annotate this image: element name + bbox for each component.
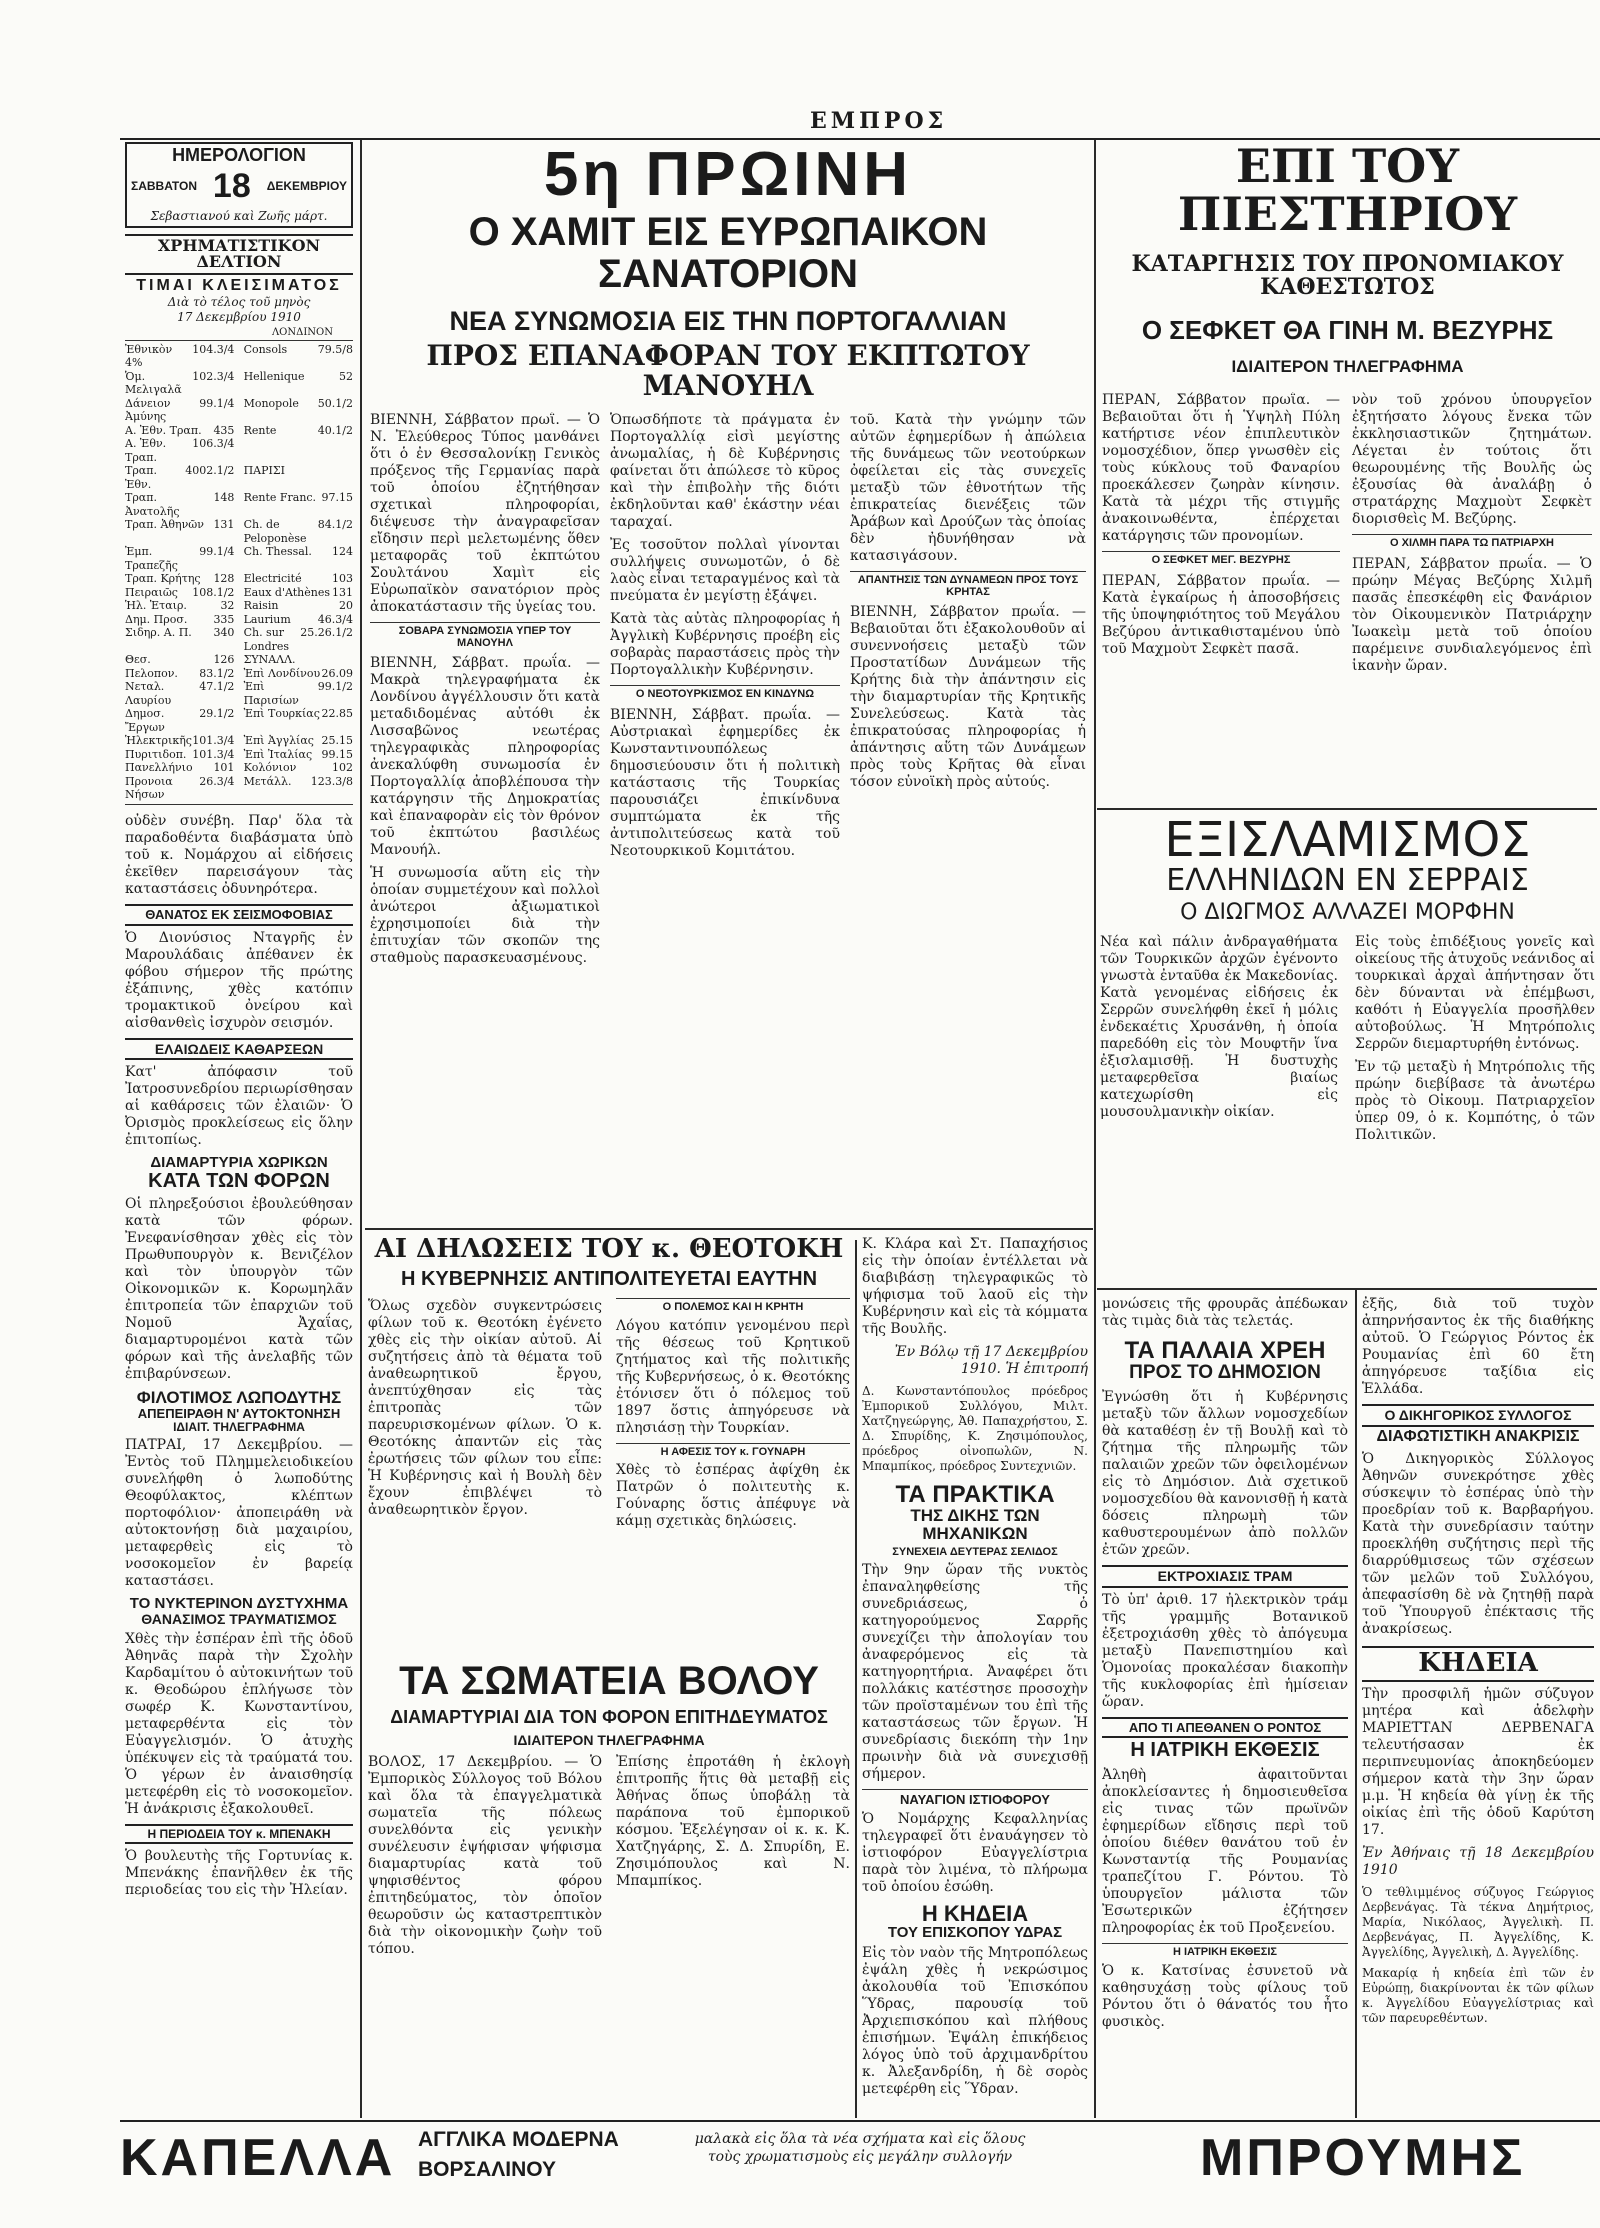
security-price: 99.1/4 <box>199 396 235 410</box>
tram-text: Τὸ ὑπ' ἀριθ. 17 ἠλεκτρικὸν τράμ τῆς γραμμῆς Βοτανικοῦ ἐξετροχιάσθη χθὲς τὸ ἀπόγευμα μεταξὺ Πανεπιστημίου καὶ Ὁμονοίας προκαλέσαν διακοπὴν τῆς κυκλοφορίας ἐπὶ ἡμίσειαν ὥραν. <box>1102 1591 1348 1710</box>
market-rate-row <box>125 397 353 424</box>
foreign-security <box>244 707 353 734</box>
foreign-security <box>244 397 353 424</box>
volos-text-1: ΒΟΛΟΣ, 17 Δεκεμβρίου. — Ὁ Ἐμπορικὸς Σύλλογος τοῦ Βόλου καὶ ὅλα τὰ ἐπαγγελματικὰ σωματεῖα τῆς πόλεως συνελθόντα εἰς γενικὴν συνέλευσιν ἐψήφισαν ψήφισμα διαμαρτυρίας κατὰ τοῦ ψηφισθέντος φόρου ἐπιτηδεύματος, τὸν ὁποῖον θεωροῦσιν ὡς καταστρεπτικὸν διὰ τὴν οἰκονομικὴν ζωὴν τοῦ τόπου. <box>368 1753 602 1957</box>
greek-security <box>125 424 234 438</box>
volos-text-2: Ἐπίσης ἐπροτάθη ἡ ἐκλογὴ ἐπιτροπῆς ἥτις θὰ μεταβῇ εἰς Ἀθήνας ὅπως ὑποβάλῃ τὰ παράπονα τοῦ ἐμπορικοῦ κόσμου. Ἐξελέγησαν οἱ κ. κ. Κ. Χατζηγάρης, Σ. Δ. Σπυρίδη, Ε. Ζησιμόπουλος καὶ Ν. Μπαμπίκος. <box>616 1753 850 1889</box>
security-name: Ch. de Peloponèse <box>243 518 307 545</box>
security-name: Θεσ. <box>125 653 151 667</box>
lead-text-2: ΒΙΕΝΝΗ, Σάββατ. πρωΐα. — Μακρὰ τηλεγραφήματα ἐκ Λονδίνου ἀγγέλλουσιν ὅτι κατὰ μεταδιδομένας αὐτόθι ἐκ Λισσαβῶνος νεωτέρας τηλεγραφικὰς πληροφορίας ἀνεκαλύφθη συνωμοσία ἐν Πορτογαλλίᾳ ἀποβλέπουσα τὴν κατάργησιν τῆς Δημοκρατίας καὶ ἐπαναφορὰν εἰς τὸν θρόνον τοῦ ἐκπτώτου βασιλέως Μανουήλ. <box>370 655 600 859</box>
foreign-security <box>244 653 353 667</box>
debts-headline: ΤΑ ΠΑΛΑΙΑ ΧΡΕΗ <box>1124 1337 1326 1364</box>
security-name: Ch. sur Londres <box>243 626 290 653</box>
thief-tag: ΙΔΙΑΙΤ. ΤΗΛΕΓΡΑΦΗΜΑ <box>173 1419 305 1434</box>
security-price: 108.1/2 <box>192 585 235 599</box>
security-price: 26.3/4 <box>199 774 235 788</box>
market-rate-row <box>125 626 353 653</box>
burial-text: Εἰς τὸν ναὸν τῆς Μητροπόλεως ἐψάλη χθὲς ἡ νεκρώσιμος ἀκολουθία τοῦ Ἐπισκόπου Ὕδρας, παρουσίᾳ τοῦ Ἀρχιεπισκόπου καὶ πλήθους ἐπισήμων. Ἐψάλη ἐπικήδειος λόγος ὑπὸ τοῦ ἀρχιμανδρίτου κ. Ἀλεξανδρίδη, ἡ δὲ σορὸς μετεφέρθη εἰς Ὕδραν. <box>862 1944 1088 2097</box>
trial-headline: ΤΑ ΠΡΑΚΤΙΚΑ <box>895 1481 1055 1508</box>
security-name: Προνοια Νήσων <box>125 774 173 802</box>
press-text-2: ΠΕΡΑΝ, Σάββατον πρωΐα. — Κατὰ ἐγκαίρως ἡ ἀποσοβήσεις τῆς ὑποψηφιότητος τοῦ Μεγάλου Βεζύρου ἀντικαθισταμένου ὑπὸ τοῦ Μαχμοὺτ Σεφκὲτ πασᾶ. <box>1102 572 1340 657</box>
security-price: 25.26.1/2 <box>300 626 353 640</box>
security-price: 4002.1/2 <box>185 464 235 478</box>
column-rule <box>1094 140 1096 2118</box>
assoc-text: Ὁ Δικηγορικὸς Σύλλογος Ἀθηνῶν συνεκρότησε χθὲς σύσκεψιν τὸ ἑσπέρας ὑπὸ τὴν προεδρίαν τοῦ κ. Βαρβαρήγου. Κατὰ τὴν συνεδρίασιν ταύτην προεκλήθη συζήτησις περὶ τῆς διαρρύθμισεως τῶν σχέσεων τῶν μελῶν τοῦ Συλλόγου, ἀπεφασίσθη δὲ νὰ ζητηθῇ παρὰ τοῦ Ὑπουργοῦ ἐπέκτασις τῆς ἀνακρίσεως. <box>1362 1451 1594 1638</box>
greek-security <box>125 545 234 572</box>
assoc-subheadline: ΔΙΑΦΩΤΙΣΤΙΚΗ ΑΝΑΚΡΙΣΙΣ <box>1376 1427 1580 1445</box>
market-rate-row <box>125 370 353 397</box>
turkey-subhead: Ο ΝΕΟΤΟΥΡΚΙΣΜΟΣ ΕΝ ΚΙΝΔΥΝΩ <box>610 685 840 701</box>
security-name: Νεταλ. Λαυρίου <box>125 680 172 707</box>
debts-subheadline: ΠΡΟΣ ΤΟ ΔΗΜΟΣΙΟΝ <box>1129 1362 1321 1384</box>
quake-text: Ὁ Διονύσιος Νταγρῆς ἐν Μαρουλάδαις ἀπέθανεν ἐκ φόβου σήμερον τῆς πρώτης ἐξάπινης, χθὲς κατόπιν τρομακτικοῦ ὀνείρου καὶ αἰσθανθεὶς ἰσχυρὸν σεισμόν. <box>125 929 353 1031</box>
security-name: Ἐμπ. Τραπεζῆς <box>125 545 178 572</box>
security-price: 99.15 <box>321 747 353 761</box>
security-name: Ἐπὶ Λονδίνου <box>243 666 321 680</box>
newspaper-title: ΕΜΠΡΟΣ <box>810 108 948 134</box>
lead-text-4: Ὁπωσδήποτε τὰ πράγματα ἐν Πορτογαλλίᾳ εἰσὶ μεγίστης ἀνωμαλίας, ἡ δὲ Κυβέρνησις φαίνεται ὅτι ἀπώλεσε τὸ κῦρος καὶ τὴν ἐπιβολὴν τῆς διότι ἐκδηλοῦνται καθ' ἑκάστην νέαι ταραχαί. <box>610 412 840 530</box>
security-price: 101.3/4 <box>192 734 235 748</box>
theotokis-col-right <box>616 1298 850 1536</box>
security-name: Rente Franc. <box>243 491 317 505</box>
market-title: ΧΡΗΜΑΤΙΣΤΙΚΟΝ ΔΕΛΤΙΟΝ <box>157 235 321 272</box>
security-name: Τραπ. Ἀθηνῶν <box>125 518 204 532</box>
ad-right-word: ΜΠΡΟΥΜΗΣ <box>1200 2129 1526 2187</box>
war-text: Λόγου κατόπιν γενομένου περὶ τῆς θέσεως τοῦ Κρητικοῦ ζητήματος καὶ τῆς πολιτικῆς τῆς Κυβερνήσεως, ὁ κ. Θεοτόκης ἐτόνισεν ὅτι ὁ πόλεμος τοῦ 1897 ὅστις ἀπηγόρευσε νὰ πλησιάσῃ τὴν Τουρκίαν. <box>616 1317 850 1436</box>
thief-subheadline: ΑΠΕΠΕΙΡΑΘΗ Ν' ΑΥΤΟΚΤΟΝΗΣΗ <box>137 1405 341 1421</box>
security-name: Πελοπον. <box>125 666 178 680</box>
security-price: 83.1/2 <box>199 666 235 680</box>
protest-subheadline: ΚΑΤΑ ΤΩΝ ΦΟΡΩΝ <box>148 1170 330 1193</box>
greek-security <box>125 667 234 681</box>
middle-right-column <box>862 1236 1088 2116</box>
security-price: 340 <box>213 626 235 640</box>
security-price: 79.5/8 <box>317 342 353 356</box>
security-name: Σιδηρ. Α. Π. <box>125 626 192 640</box>
lead-subheadline-1: ΝΕΑ ΣΥΝΩΜΟΣΙΑ ΕΙΣ ΤΗΝ ΠΟΡΤΟΓΑΛΛΙΑΝ <box>449 306 1007 337</box>
section-rule <box>365 1228 1093 1230</box>
market-rate-row <box>125 437 353 464</box>
foreign-security <box>244 734 353 748</box>
market-rate-row <box>125 491 353 518</box>
security-name: Laurium <box>243 612 291 626</box>
security-name: Ch. Thessal. <box>243 545 312 559</box>
security-name: Δημοσ. Ἔργων <box>125 707 165 734</box>
fields-text: Κατ' ἀπόφασιν τοῦ Ἰατροσυνεδρίου περιωρίσθησαν αἱ καθάρσεις τῶν ἐλαιῶν· Ὁ Ὀρισμὸς προκλείσεως εἰς ὅλην ἐπιτοπίως. <box>125 1064 353 1149</box>
security-price: 103 <box>332 572 353 586</box>
night-subheadline: ΘΑΝΑΣΙΜΟΣ ΤΡΑΥΜΑΤΙΣΜΟΣ <box>141 1610 337 1627</box>
lead-text-5: Ἐς τοσοῦτον πολλαὶ γίνονται συλλήψεις συνωμοτῶν, ὁ δὲ λαὸς εἶναι τεταραγμένος καὶ τὰ πνεύματα ἐν μεγίστῃ ἐξάψει. <box>610 537 840 604</box>
security-price: 97.15 <box>321 491 353 505</box>
greek-security <box>125 397 234 424</box>
security-name: Δημ. Προσ. <box>125 612 188 626</box>
press-text-3: νὸν τοῦ χρόνου ὑπουργεῖον ἐξητήσατο λόγους ἔνεκα τῶν ἐκκλησιαστικῶν ζητημάτων. Λέγεται ἐν τούτοις ὅτι θεωρουμένης τῆς Βουλῆς ὡς ἐξουσίας θὰ ἀναλάβῃ ὁ στρατάρχης Μαχμοὺτ Σεφκὲτ διορισθεὶς Μ. Βεζύρης. <box>1352 392 1592 527</box>
security-price: 435 <box>213 423 235 437</box>
islam-text-1: Νέα καὶ πάλιν ἀνδραγαθήματα τῶν Τουρκικῶν ἀρχῶν ἐγένοντο γνωστὰ ἐνταῦθα ἐκ Μακεδονίας. Κατὰ γενομένας εἰδήσεις ἐκ Σερρῶν συνελήφθη ἐκεῖ ἡ μόλις ἐνδεκαέτις Χρυσάνθη, ἡ ὁποία παρεδόθη εἰς τὸν Μουφτῆν ἵνα ἐξισλαμισθῇ. Ἡ δυστυχὴς μεταφερθεῖσα βιαίως κατεχωρίσθη εἰς μουσουλμανικὴν οἰκίαν. <box>1100 933 1338 1120</box>
foreign-security <box>244 680 353 707</box>
burial-headline: Η ΚΗΔΕΙΑ <box>921 1901 1029 1927</box>
greek-security <box>125 761 234 775</box>
security-price: 29.1/2 <box>199 707 235 721</box>
tram-headline: ΕΚΤΡΟΧΙΑΣΙΣ ΤΡΑΜ <box>1102 1565 1348 1588</box>
press-headline: ΕΠΙ ΤΟΥ ΠΙΕΣΤΗΡΙΟΥ <box>1177 142 1518 242</box>
lead-story-col-3 <box>850 412 1086 1222</box>
ad-middle-line-1: ΑΓΓΛΙΚΑ ΜΟΔΕΡΝΑ <box>418 2128 619 2151</box>
calendar-title: ΗΜΕΡΟΛΟΓΙΟΝ <box>172 145 306 165</box>
lead-headline: Ο ΧΑΜΙΤ ΕΙΣ ΕΥΡΩΠΑΙΚΟΝ ΣΑΝΑΤΟΡΙΟΝ <box>468 210 988 297</box>
gounaris-text: Χθὲς τὸ ἑσπέρας ἀφίχθη ἐκ Πατρῶν ὁ πολιτευτὴς κ. Γούναρης ὅστις ἀπέφυγε νὰ κάμῃ σχετικὰς δηλώσεις. <box>616 1462 850 1530</box>
foreign-security <box>244 437 353 464</box>
foreign-security <box>244 748 353 762</box>
ship-text: Ὁ Νομάρχης Κεφαλληνίας τηλεγραφεῖ ὅτι ἐναυάγησεν τὸ ἰστιοφόρον Εὐαγγελίστρια παρὰ τὸν λιμένα, τὸ πλήρωμα τοῦ ὁποίου ἐσώθη. <box>862 1811 1088 1896</box>
greek-security <box>125 586 234 600</box>
market-rate-row <box>125 761 353 775</box>
night-text: Χθὲς τὴν ἑσπέραν ἐπὶ τῆς ὁδοῦ Ἀθηνᾶς παρὰ τὴν Σχολὴν Καρδαμίτου ὁ αὐτοκινήτων τοῦ κ. Θεοδώρου ἐπλήγωσε τὸν σωφέρ Κ. Κωνσταντίνου, μεταφερθέντα εἰς τὸν Εὐαγγελισμόν. Ὁ ἀτυχὴς ὑπέκυψεν εἰς τὰ τραύματά του. Ὁ γέρων ἐν ἀναισθησίᾳ μετεφέρθη εἰς τὸ νοσοκομεῖον. Ἡ ἀνάκρισις ἐξακολουθεῖ. <box>125 1630 353 1817</box>
greek-security <box>125 370 234 397</box>
calendar-box <box>125 142 353 228</box>
security-name: Ἡλ. Ἑταιρ. <box>125 599 187 613</box>
market-rate-row <box>125 572 353 586</box>
gounaris-subhead: Η ΑΦΕΣΙΣ ΤΟΥ κ. ΓΟΥΝΑΡΗ <box>616 1443 850 1459</box>
security-name: Ὁμ. Μελιγαλᾶ <box>125 369 182 397</box>
market-rate-row <box>125 667 353 681</box>
foreign-security <box>244 613 353 627</box>
foreign-security <box>244 491 353 518</box>
security-price: 102 <box>332 761 353 775</box>
walk-headline: Η ΠΕΡΙΟΔΕΙΑ ΤΟΥ κ. ΜΠΕΝΑΚΗ <box>125 1824 353 1845</box>
security-name: Πειραιῶς <box>125 585 178 599</box>
security-name: Ἐπὶ Ἰταλίας <box>243 747 313 761</box>
greek-security <box>125 491 234 518</box>
calendar-weekday: ΣΑΒΒΑΤΟΝ <box>131 179 197 194</box>
volos-subheadline: ΔΙΑΜΑΡΤΥΡΙΑΙ ΔΙΑ ΤΟΝ ΦΟΡΟΝ ΕΠΙΤΗΔΕΥΜΑΤΟΣ <box>390 1707 828 1727</box>
burial-subheadline: ΤΟΥ ΕΠΙΣΚΟΠΟΥ ΥΔΡΑΣ <box>887 1924 1063 1942</box>
lead-story-col-2 <box>610 412 840 1222</box>
security-price: 20 <box>339 599 353 613</box>
press-col-left <box>1102 392 1340 802</box>
market-note: Διὰ τὸ τέλος τοῦ μηνὸς <box>167 294 311 309</box>
market-rate-row <box>125 653 353 667</box>
foreign-security <box>244 464 353 491</box>
lead-kicker: 5η ΠΡΩΙΝΗ <box>543 142 913 209</box>
security-name: Ἐπὶ Ἀγγλίας <box>243 734 314 748</box>
market-date: 17 Δεκεμβρίου 1910 <box>177 309 301 324</box>
security-price: 102.3/4 <box>192 369 235 383</box>
foreign-security <box>244 761 353 775</box>
night-headline: ΤΟ ΝΥΚΤΕΡΙΝΟΝ ΔΥΣΤΥΧΗΜΑ <box>129 1595 349 1613</box>
left-column <box>125 142 353 2114</box>
foreign-security <box>244 572 353 586</box>
lead-text-7: ΒΙΕΝΝΗ, Σάββατ. πρωΐα. — Αὐστριακαὶ ἐφημερίδες ἐκ Κωνσταντινουπόλεως δημοσιεύουσιν ὅτι ἡ πολιτικὴ κατάστασις τῆς Τουρκίας παρουσιάζει ἐπικίνδυνα συμπτώματα ἐκ τῆς ἀντιπολιτεύσεως κατὰ τοῦ Νεοτουρκικοῦ Κομιτάτου. <box>610 706 840 859</box>
market-rate-row <box>125 518 353 545</box>
security-name: Rente <box>243 423 277 437</box>
debts-text: Ἐγνώσθη ὅτι ἡ Κυβέρνησις μεταξὺ τῶν ἄλλων νομοσχεδίων θὰ καταθέσῃ ἐν τῇ Βουλῇ καὶ τὸ ζήτημα τῆς πληρωμῆς τῶν παλαιῶν χρεῶν τῶν ὀφειλομένων εἰς τὸ Δημόσιον. Διὰ σχετικοῦ νομοσχεδίου θὰ κανονισθῇ ἡ κατὰ δόσεις πληρωμὴ τῶν καθυστερουμένων ἀπὸ πολλῶν ἐτῶν χρεῶν. <box>1102 1389 1348 1559</box>
security-price: 25.15 <box>321 734 353 748</box>
fields-headline: ΕΛΑΙΩΔΕΙΣ ΚΑΘΑΡΣΕΩΝ <box>125 1038 353 1061</box>
section-rule <box>1097 1288 1597 1290</box>
islam-subheadline-2: Ο ΔΙΩΓΜΟΣ ΑΛΛΑΖΕΙ ΜΟΡΦΗΝ <box>1180 899 1515 925</box>
lead-text-1: ΒΙΕΝΝΗ, Σάββατον πρωΐ. — Ὁ Ν. Ἐλεύθερος Τύπος μανθάνει ὅτι ὁ ἐν Θεσσαλονίκῃ Γενικὸς πρόξενος τῆς Γερμανίας παρὰ τοῦ ὁποίου ἐζητήθησαν σχετικαὶ πληροφορίαι, διέψευσε τὴν ἀναγραφεῖσαν εἴδησιν περὶ μελετωμένης ὅθεν μεταφορᾶς τοῦ ἐκπτώτου Σουλτάνου Χαμὶτ εἰς Εὐρωπαϊκὸν σανατόριον πρὸς ἀποκατάστασιν τῆς ὑγείας του. <box>370 412 600 615</box>
ad-left-word: ΚΑΠΕΛΛΑ <box>120 2129 396 2187</box>
islam-headline: ΕΞΙΣΛΑΜΙΣΜΟΣ <box>1164 815 1531 868</box>
greek-security <box>125 775 234 802</box>
greek-security <box>125 613 234 627</box>
security-price: 123.3/8 <box>310 774 353 788</box>
security-name: Raisin <box>243 599 279 613</box>
islam-story <box>1100 815 1595 1285</box>
greek-security <box>125 653 234 667</box>
greek-security <box>125 437 234 464</box>
security-price: 84.1/2 <box>317 518 353 532</box>
islam-text-2: Εἰς τοὺς ἐπιδέξιους γονεῖς καὶ οἰκείους τῆς ἀτυχοῦς νεάνιδος αἱ τουρκικαὶ ἀρχαὶ ἀπήντησαν ὅτι δὲν δύνανται νὰ ἐπέμβωσι, καθότι ἡ Εὐαγγελία προσῆλθεν αὐτοβούλως. Ἡ Μητρόπολις Σερρῶν διεμαρτυρήθη ἐντόνως. <box>1355 933 1595 1052</box>
lead-text-8: τοῦ. Κατὰ τὴν γνώμην τῶν αὐτῶν ἐφημερίδων ἡ ἀπώλεια τῆς δυνάμεως τῶν νεοτούρκων ὀφείλεται εἰς τὰς συνεχεῖς μεταξὺ τῶν ἐθνοτήτων τῆς ἐπικρατείας διενέξεις τῶν Ἀράβων καὶ Δρούζων τὰς ὁποίας δὲν ἠδυνήθησαν νὰ κατασιγάσουν. <box>850 412 1086 564</box>
lead-story-col-1 <box>370 412 600 1222</box>
security-price: 126 <box>213 653 235 667</box>
market-rate-row <box>125 343 353 370</box>
col5-tail-text: ἐξῆς, διὰ τοῦ τυχὸν ἀπηρνήσαντος ἐκ τῆς διαθήκης αὐτοῦ. Ὁ Γεώργιος Ρόντος ἐκ Ρουμανίας ἐπὶ 60 ἔτη ἀπηγόρευσε ταξίδια εἰς Ἑλλάδα. <box>1362 1296 1594 1397</box>
security-name: ΠΑΡΙΣΙ <box>243 464 285 478</box>
security-price: 32 <box>220 599 235 613</box>
foreign-security <box>244 586 353 600</box>
rontos-headline: ΑΠΟ ΤΙ ΑΠΕΘΑΝΕΝ Ο ΡΟΝΤΟΣ <box>1102 1717 1348 1739</box>
security-price: 131 <box>332 585 353 599</box>
sefket-subhead: Ο ΣΕΦΚΕΤ ΜΕΓ. ΒΕΖΥΡΗΣ <box>1102 551 1340 567</box>
security-name: Ἐθνικὸν 4% <box>125 342 173 370</box>
column-rule <box>1355 1290 1357 2118</box>
security-name: Ἐπὶ Τουρκίας <box>243 707 320 721</box>
foreign-security <box>244 667 353 681</box>
column-rule <box>360 140 362 2118</box>
security-price: 148 <box>213 491 235 505</box>
security-price: 52 <box>339 369 353 383</box>
security-price: 104.3/4 <box>192 342 235 356</box>
theotokis-story <box>368 1236 850 1646</box>
volos-continued: Κ. Κλάρα καὶ Στ. Παπαχήσιος εἰς τὴν ὁποίαν ἐντέλλεται νὰ διαβιβάσῃ τηλεγραφικῶς τὸ ψήφισμα τοῦ λαοῦ εἰς τὴν Κυβέρνησιν καὶ εἰς τὰ κόμματα τῆς Βουλῆς. <box>862 1236 1088 1337</box>
security-price: 124 <box>332 545 353 559</box>
lead-story-header <box>368 142 1088 412</box>
funeral-note: Μακαρίᾳ ἡ κηδεία ἐπὶ τῶν ἐν Εὐρώπῃ, διακρίνονται ἐκ τῶν φίλων κ. Ἀγγελίδου Εὐαγγελίστριας καὶ τῶν παρευρεθέντων. <box>1362 1965 1594 2025</box>
calendar-date <box>131 165 347 209</box>
security-price: 101 <box>213 761 235 775</box>
security-price: 99.1/2 <box>317 680 353 694</box>
security-name: Electricité <box>243 572 302 586</box>
security-price: 40.1/2 <box>317 423 353 437</box>
crete-subhead: ΑΠΑΝΤΗΣΙΣ ΤΩΝ ΔΥΝΑΜΕΩΝ ΠΡΟΣ ΤΟΥΣ ΚΡΗΤΑΣ <box>850 571 1086 598</box>
rontos-text: Ἀληθὴ ἀφαιτοῦνται ἀποκλείσαντες ἡ δημοσιευθεῖσα εἰς τινας τῶν πρωϊνῶν ἐφημερίδων εἴδησις περὶ τοῦ ὁποίου διέθεν θανάτου τοῦ ἐν Κωνσταντίᾳ τῆς Ρουμανίας τραπεζίτου Γ. Ρόντου. Τὸ ὑπουργεῖον μάλιστα τῶν Ἐσωτερικῶν ἐζήτησεν πληροφορίας ἐκ τοῦ Προξενείου. <box>1102 1767 1348 1937</box>
greek-security <box>125 518 234 545</box>
hilmi-subhead: Ο ΧΙΛΜΗ ΠΑΡΑ ΤΩ ΠΑΤΡΙΑΡΧΗ <box>1352 534 1592 550</box>
foreign-security <box>244 424 353 438</box>
security-price: 335 <box>213 612 235 626</box>
thief-headline: ΦΙΛΟΤΙΜΟΣ ΛΩΠΟΔΥΤΗΣ <box>136 1388 342 1408</box>
ad-center-text: μαλακὰ εἰς ὅλα τὰ νέα σχήματα καὶ εἰς ὅλους τοὺς χρωματισμοὺς εἰς μεγάλην συλλογήν <box>694 2131 1026 2165</box>
volos-story <box>368 1660 850 2115</box>
exam-tag: Η ΙΑΤΡΙΚΗ ΕΚΘΕΣΙΣ <box>1102 1943 1348 1959</box>
security-name: ΣΥΝΑΛΛ. <box>243 653 296 667</box>
section-rule <box>1097 808 1597 810</box>
security-name: Πανελλήνιο <box>125 761 193 775</box>
foreign-security <box>244 545 353 572</box>
press-story-header <box>1100 142 1595 392</box>
market-rate-row <box>125 748 353 762</box>
foreign-security <box>244 343 353 370</box>
security-price: 99.1/4 <box>199 545 235 559</box>
market-rates-table <box>125 340 353 805</box>
right-lower-column-1 <box>1102 1296 1348 2116</box>
exam-text: Ὁ κ. Κατσίνας ἐσυνετοῦ νὰ καθησυχάσῃ τοὺς φίλους τοῦ Ρόντου ὅτι ὁ θάνατός του ἦτο φυσικὸς. <box>1102 1963 1348 2030</box>
volos-tag: ΙΔΙΑΙΤΕΡΟΝ ΤΗΛΕΓΡΑΦΗΜΑ <box>513 1731 705 1748</box>
war-subhead: Ο ΠΟΛΕΜΟΣ ΚΑΙ Η ΚΡΗΤΗ <box>616 1298 850 1314</box>
foreign-security <box>244 518 353 545</box>
press-subheadline: ΚΑΤΑΡΓΗΣΙΣ ΤΟΥ ΠΡΟΝΟΜΙΑΚΟΥ ΚΑΘΕΣΤΩΤΟΣ <box>1131 250 1564 300</box>
islam-text-3: Ἐν τῷ μεταξὺ ἡ Μητρόπολις τῆς πρώην διεβίβασε τὰ ἀνωτέρω πρὸς τὸ Οἰκουμ. Πατριαρχεῖον ὑπερ 09, ὁ κ. Κομπότης, ὁ τῶν Πολιτικῶν. <box>1355 1058 1595 1143</box>
volos-headline: ΤΑ ΣΩΜΑΤΕΙΑ ΒΟΛΟΥ <box>399 1660 819 1703</box>
assoc-headline: Ο ΔΙΚΗΓΟΡΙΚΟΣ ΣΥΛΛΟΓΟΣ <box>1362 1404 1594 1427</box>
thief-text: ΠΑΤΡΑΙ, 17 Δεκεμβρίου. — Ἐντὸς τοῦ Πλημμελειοδικείου συνελήφθη ὁ λωποδύτης Θεοφύλακτος, κλέπτων πορτοφόλιον· ἀποπειράθη νὰ αὐτοκτονήσῃ διὰ μαχαιρίου, μεταφερθεὶς εἰς τὸ νοσοκομεῖον ἐν βαρείᾳ καταστάσει. <box>125 1437 353 1590</box>
security-name: Δάνειον Ἀμύνης <box>125 396 171 424</box>
theotokis-subheadline: Η ΚΥΒΕΡΝΗΣΙΣ ΑΝΤΙΠΟΛΙΤΕΥΕΤΑΙ ΕΑΥΤΗΝ <box>400 1268 818 1291</box>
calendar-month: ΔΕΚΕΜΒΡΙΟΥ <box>266 179 347 194</box>
col4-tail-text: μονώσεις τῆς φρουρᾶς ἀπέδωκαν τὰς τιμὰς διὰ τὰς τελετάς. <box>1102 1296 1348 1329</box>
greek-security <box>125 464 234 491</box>
security-name: Μετάλλ. <box>243 774 292 788</box>
security-name: Πυριτιδοπ. <box>125 747 187 761</box>
ship-headline: ΝΑΥΑΓΙΟΝ ΙΣΤΙΟΦΟΡΟΥ <box>862 1789 1088 1807</box>
press-text-4: ΠΕΡΑΝ, Σάββατον πρωΐα. — Ὁ πρώην Μέγας Βεζύρης Χιλμῆ πασᾶς ἐπεσκέφθη εἰς Φανάριον τὸν Οἰκουμενικὸν Πατριάρχην Ἰωακεὶμ μετὰ τοῦ ὁποίου παρέμεινε συνδιαλεγόμενος ἐπὶ ἱκανὴν ὥραν. <box>1352 555 1592 674</box>
security-price: 46.3/4 <box>317 612 353 626</box>
greek-security <box>125 626 234 653</box>
lead-subheadline-2: ΠΡΟΣ ΕΠΑΝΑΦΟΡΑΝ ΤΟΥ ΕΚΠΤΩΤΟΥ ΜΑΝΟΥΗΛ <box>426 339 1030 402</box>
market-rate-row <box>125 707 353 734</box>
protest-text: Οἱ πληρεξούσιοι ἐβουλεύθησαν κατὰ τῶν φόρων. Ἐνεφανίσθησαν χθὲς εἰς τὸν Πρωθυπουργὸν κ. Βενιζέλον καὶ τὸν ὑπουργὸν τῶν Οἰκονομικῶν κ. Κορωμηλᾶν ἐπιτροπεία τῶν ἐπαρχιῶν τοῦ Νομοῦ Ἀχαΐας, διαμαρτυρομένοι κατὰ τῶν φόρων καὶ τῆς ἀνελαβῆς τῶν ἐπιβαρύνσεων. <box>125 1196 353 1383</box>
foreign-security <box>244 775 353 802</box>
calendar-saints: Σεβαστιανού καὶ Ζωῆς μάρτ. <box>150 208 328 223</box>
theotokis-col-left <box>368 1298 602 1536</box>
market-city: ΛΟΝΔΙΝΟΝ <box>271 326 333 338</box>
islam-columns <box>1100 934 1595 1150</box>
market-rate-row <box>125 586 353 600</box>
greek-security <box>125 572 234 586</box>
greek-security <box>125 734 234 748</box>
security-price: 131 <box>213 518 235 532</box>
greek-security <box>125 748 234 762</box>
foreign-security <box>244 370 353 397</box>
islam-subheadline: ΕΛΛΗΝΙΔΩΝ ΕΝ ΣΕΡΡΑΙΣ <box>1166 863 1529 899</box>
col1-intro: οὐδὲν συνέβη. Παρ' ὅλα τὰ παραδοθέντα διαβάσματα ὑπὸ τοῦ κ. Νομάρχου αἱ εἰδήσεις ἐκεῖθεν παρεισάγουν τὰς καταστάσεις ὀδυνηρότερα. <box>125 812 353 897</box>
column-rule <box>855 1240 857 2118</box>
lead-text-9: ΒΙΕΝΝΗ, Σάββατον πρωΐα. — Βεβαιοῦται ὅτι ἐξακολουθοῦν αἱ συνεννοήσεις μεταξὺ τῶν Προστατίδων Δυνάμεων τῆς Κρήτης διὰ τὴν ἀπάντησιν εἰς τὴν διαμαρτυρίαν τῆς Κρητικῆς Συνελεύσεως. Κατὰ τὰς ἐπικρατούσας πληροφορίας ἡ ἀπάντησις αὕτη τῶν Δυνάμεων πρὸς τοὺς Κρῆτας θὰ εἶναι τόσον εὐνοϊκὴ πρὸς αὐτούς. <box>850 604 1086 791</box>
greek-security <box>125 343 234 370</box>
security-price: 26.09 <box>321 666 353 680</box>
quake-headline: ΘΑΝΑΤΟΣ ΕΚ ΣΕΙΣΜΟΦΟΒΙΑΣ <box>125 904 353 926</box>
security-name: Eaux d'Athènes <box>243 585 331 599</box>
press-subheadline-2: Ο ΣΕΦΚΕΤ ΘΑ ΓΙΝΗ Μ. ΒΕΖΥΡΗΣ <box>1141 314 1554 345</box>
market-section <box>125 234 353 276</box>
foreign-security <box>244 599 353 613</box>
security-name: Τραπ. Ἐθν. <box>125 464 157 491</box>
security-name: Τραπ. Κρήτης <box>125 572 201 586</box>
trial-subheadline: ΤΗΣ ΔΙΚΗΣ ΤΩΝ ΜΗΧΑΝΙΚΩΝ <box>910 1506 1040 1544</box>
theotokis-columns <box>368 1298 850 1536</box>
security-price: 50.1/2 <box>317 396 353 410</box>
market-rate-row <box>125 775 353 802</box>
funeral-date: Ἐν Ἀθήναις τῇ 18 Δεκεμβρίου 1910 <box>1362 1844 1594 1878</box>
market-rate-row <box>125 680 353 707</box>
market-rate-row <box>125 424 353 438</box>
security-name: Ἡλεκτρικῆς <box>125 734 192 748</box>
volos-columns <box>368 1754 850 1964</box>
press-text-1: ΠΕΡΑΝ, Σάββατον πρωΐα. — Βεβαιοῦται ὅτι ἡ Ὑψηλὴ Πύλη κατήρτισε νέον ἐπιπλευτικὸν νομοσχέδιον, ὅπερ γνωσθὲν εἰς τοὺς κύκλους τοῦ Φαναρίου προεκάλεσεν ζωηρὰν κίνησιν. Κατὰ τὰ μέχρι τῆς στιγμῆς ἀνακοινωθέντα, ἐπέρχεται κατάργησις τῶν προνομίων. <box>1102 392 1340 544</box>
market-rate-row <box>125 464 353 491</box>
security-name: Monopole <box>243 396 299 410</box>
security-name: Κολόνιον <box>243 761 297 775</box>
calendar-day: 18 <box>212 166 251 205</box>
market-subtitle: ΤΙΜΑΙ ΚΛΕΙΣΙΜΑΤΟΣ <box>136 277 342 295</box>
trial-tag: ΣΥΝΕΧΕΙΑ ΔΕΥΤΕΡΑΣ ΣΕΛΙΔΟΣ <box>892 1545 1058 1558</box>
rontos-subheadline: Η ΙΑΤΡΙΚΗ ΕΚΘΕΣΙΣ <box>1130 1739 1320 1762</box>
funeral-headline: ΚΗΔΕΙΑ <box>1362 1646 1594 1681</box>
walk-text: Ὁ βουλευτὴς τῆς Γορτυνίας κ. Μπενάκης ἐπανῆλθεν ἐκ τῆς περιοδείας του εἰς τὴν Ἠλείαν. <box>125 1848 353 1899</box>
foreign-security <box>244 626 353 653</box>
market-rate-row <box>125 599 353 613</box>
press-tag: ΙΔΙΑΙΤΕΡΟΝ ΤΗΛΕΓΡΑΦΗΜΑ <box>1231 357 1464 377</box>
ad-middle-line-2: ΒΟΡΣΑΛΙΝΟΥ <box>418 2158 557 2181</box>
security-price: 101.3/4 <box>192 747 235 761</box>
theotokis-text: Ὅλως σχεδὸν συγκεντρώσεις φίλων τοῦ κ. Θεοτόκη ἐγένετο χθὲς εἰς τὴν οἰκίαν αὐτοῦ. Αἱ συζητήσεις ἀπὸ τὰ θέματα τοῦ ἀναθεωρητικοῦ ἔργου, ἀνεπτύχθησαν εἰς τὰς ἐπιτροπὰς τῶν παρευρισκομένων φίλων. Ὁ κ. Θεοτόκης ἀπαντῶν εἰς τὰς ἐρωτήσεις τῶν φίλων του εἶπε: Ἡ Κυβέρνησις καὶ ἡ Βουλὴ δὲν ἔχουν ἐπιβλέψει τὸ ἀναθεωρητικὸν ἔργον. <box>368 1298 602 1519</box>
theotokis-headline: ΑΙ ΔΗΛΩΣΕΙΣ ΤΟΥ κ. ΘΕΟΤΟΚΗ <box>374 1236 844 1264</box>
volos-signature: Ἐν Βόλῳ τῇ 17 Δεκεμβρίου 1910. Ἡ ἐπιτροπή <box>894 1344 1088 1377</box>
security-name: Consols <box>243 342 288 356</box>
security-price: 22.85 <box>321 707 353 721</box>
security-price: 106.3/4 <box>192 437 235 451</box>
security-price: 128 <box>213 572 235 586</box>
lead-text-6: Κατὰ τὰς αὐτὰς πληροφορίας ἡ Ἀγγλικὴ Κυβέρνησις προέβη εἰς σοβαρὰς παραστάσεις πρὸς τὴν Πορτογαλλικὴν Κυβέρνησιν. <box>610 611 840 678</box>
trial-text: Τὴν 9ην ὥραν τῆς νυκτὸς ἐπαναληφθείσης τῆς συνεδριάσεως, ὁ κατηγορούμενος Σαρρῆς συνεχίζει τὴν ἀπολογίαν του ἀναφερόμενος εἰς τὰ κατηγορητήρια. Ἀναφέρει ὅτι πολλάκις κατέστησε προσοχὴν τῶν προϊσταμένων του ἐπὶ τῆς καταστάσεως τῶν ἔργων. Ἡ συνεδρίασις διεκόπη τὴν 1ην πρωινὴν διὰ νὰ συνεχισθῇ σήμερον. <box>862 1562 1088 1783</box>
protest-headline: ΔΙΑΜΑΡΤΥΡΙΑ ΧΩΡΙΚΩΝ <box>150 1154 328 1172</box>
greek-security <box>125 680 234 707</box>
volos-signers: Δ. Κωνσταντόπουλος πρόεδρος Ἐμπορικοῦ Συλλόγου, Μιλτ. Χατζηγεώργης, Ἀθ. Παπαχρήστου, Σ. Δ. Σπυρίδης, Κ. Ζησιμόπουλος, πρόεδρος οἰνοπωλῶν, Ν. Μπαμπίκος, πρόεδρος Συντεχνιῶν. <box>862 1384 1088 1473</box>
market-rate-row <box>125 613 353 627</box>
hat-advertisement <box>120 2120 1600 2192</box>
right-lower-column-2 <box>1362 1296 1594 2116</box>
market-rate-row <box>125 734 353 748</box>
lead-subhead: ΣΟΒΑΡΑ ΣΥΝΩΜΟΣΙΑ ΥΠΕΡ ΤΟΥ ΜΑΝΟΥΗΛ <box>370 622 600 649</box>
press-col-right <box>1352 392 1592 802</box>
funeral-text: Τὴν προσφιλῆ ἡμῶν σύζυγον μητέρα καὶ ἀδελφὴν ΜΑΡΙΕΤΤΑΝ ΔΕΡΒΕΝΑΓΑ τελευτήσασαν ἐκ περιπνευμονίας ἀποκηδεύομεν σήμερον κατὰ τὴν 3ην ὥραν μ.μ. Ἡ κηδεία θὰ γίνῃ ἐκ τῆς οἰκίας ἐπὶ τῆς ὁδοῦ Καρύτση 17. <box>1362 1685 1594 1838</box>
islam-col-right <box>1355 934 1595 1150</box>
security-price: 47.1/2 <box>199 680 235 694</box>
security-name: Ἐπὶ Παρισίων <box>243 680 299 707</box>
market-rate-row <box>125 545 353 572</box>
lead-text-3: Ἡ συνωμοσία αὕτη εἰς τὴν ὁποίαν συμμετέχουν καὶ πολλοὶ ἀνώτεροι ἀξιωματικοὶ ἐχρησιμοποίει διὰ τὴν ἐπιτυχίαν τῶν σκοπῶν της σταθμοὺς παρασκευασμένους. <box>370 865 600 967</box>
greek-security <box>125 707 234 734</box>
funeral-family: Ὁ τεθλιμμένος σύζυγος Γεώργιος Δερβενάγας. Τὰ τέκνα Δημήτριος, Μαρία, Νικόλαος, Ἀγγελικὴ. Π. Δερβενάγας, Π. Ἀγγελίδης, Κ. Ἀγγελίδης, Ἀγγελικὴ, Δ. Ἀγγελίδης. <box>1362 1884 1594 1959</box>
masthead <box>120 108 1600 140</box>
security-name: Hellenique <box>243 369 305 383</box>
security-name: Α. Ἐθν. Τραπ. <box>125 423 202 437</box>
security-name: Α. Ἐθν. Τραπ. <box>125 437 167 464</box>
greek-security <box>125 599 234 613</box>
security-name: Τραπ. Ἀνατολῆς <box>125 491 180 518</box>
